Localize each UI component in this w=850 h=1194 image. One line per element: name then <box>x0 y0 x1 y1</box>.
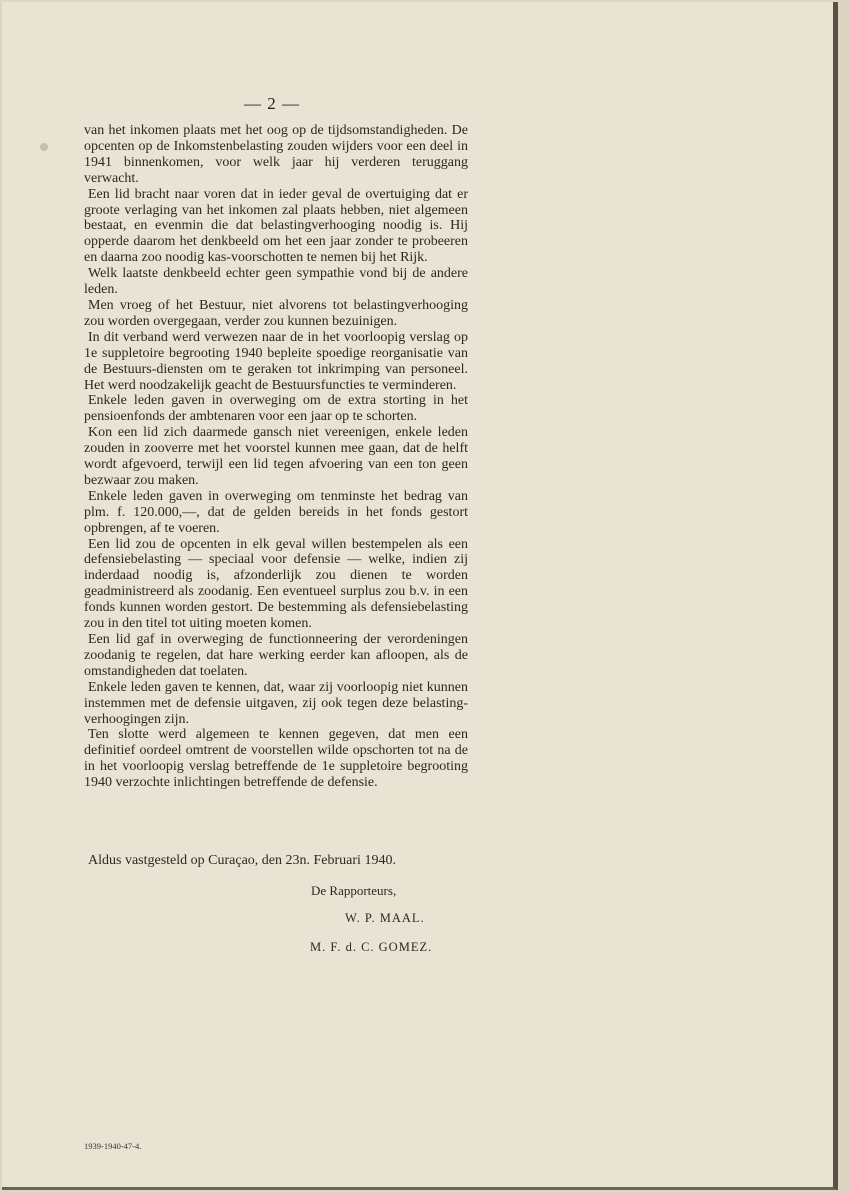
paragraph: van het inkomen plaats met het oog op de tijdsomstandigheden. De opcenten op de Inkomstenbelasting zouden wijders voor een deel in 1941 binnenkomen, voor welk jaar hij verderen teruggang verwacht. <box>84 123 468 186</box>
closing-statement: Aldus vastgesteld op Curaçao, den 23n. Februari 1940. <box>88 853 396 868</box>
signatory-name: W. P. MAAL. <box>345 911 425 925</box>
paragraph: Enkele leden gaven te kennen, dat, waar zij voorloopig niet kunnen instemmen met de defensie uitgaven, zij ook tegen deze belasting-verhoogingen zijn. <box>84 679 468 727</box>
page-number: — 2 — <box>244 94 300 113</box>
signature-heading: De Rapporteurs, <box>311 883 397 898</box>
paragraph: In dit verband werd verwezen naar de in het voorloopig verslag op 1e suppletoire begrooting 1940 bepleite spoedige reorganisatie van de Bestuurs-diensten om te geraken tot inkrimping van personeel. Het werd noodzakelijk geacht de Bestuursfuncties te verminderen. <box>84 329 468 393</box>
paragraph: Welk laatste denkbeeld echter geen sympathie vond bij de andere leden. <box>84 266 468 298</box>
signatory-name: M. F. d. C. GOMEZ. <box>310 940 433 954</box>
paragraph: Enkele leden gaven in overweging om tenminste het bedrag van plm. f. 120.000,—, dat de gelden bereids in het fonds gestort opbrengen, af te voeren. <box>84 488 468 536</box>
paragraph: Een lid zou de opcenten in elk geval willen bestempelen als een defensiebelasting — speciaal voor defensie — welke, indien zij inderdaad noodig is, afzonderlijk zou dienen te worden geadministreerd als zoodanig. Een eventueel surplus zou b.v. in een fonds kunnen worden gestort. De bestemming als defensiebelasting zou in den titel tot uiting moeten komen. <box>84 536 468 632</box>
paragraph: Men vroeg of het Bestuur, niet alvorens tot belastingverhooging zou worden overgegaan, verder zou kunnen bezuinigen. <box>84 297 468 329</box>
body-text <box>84 123 468 791</box>
paragraph: Ten slotte werd algemeen te kennen gegeven, dat men een definitief oordeel omtrent de voorstellen wilde opschorten tot na de in het voorloopig verslag betreffende de 1e suppletoire begrooting 1940 verzochte inlichtingen betreffende de defensie. <box>84 727 468 791</box>
paragraph: Enkele leden gaven in overweging om de extra storting in het pensioenfonds der ambtenaren voor een jaar op te schorten. <box>84 393 468 425</box>
document-page <box>2 2 838 1190</box>
paragraph: Een lid gaf in overweging de functionneering der verordeningen zoodanig te regelen, dat hare werking eerder kan afloopen, als de omstandigheden dat toelaten. <box>84 632 468 679</box>
document-code: 1939-1940-47-4. <box>84 1141 142 1151</box>
paper-stain <box>40 143 48 151</box>
paragraph: Kon een lid zich daarmede gansch niet vereenigen, enkele leden zouden in zooverre met het voorstel kunnen mee gaan, dat de helft wordt afgevoerd, terwijl een lid tegen afvoering van een ton geen bezwaar zou maken. <box>84 425 468 488</box>
paragraph: Een lid bracht naar voren dat in ieder geval de overtuiging dat er groote verlaging van het inkomen zal plaats hebben, niet algemeen bestaat, en evenmin die dat belastingverhooging noodig is. Hij opperde daarom het denkbeeld om het een jaar zonder te probeeren en daarna zoo noodig kas-voorschotten te nemen bij het Rijk. <box>84 186 468 266</box>
bleed-through-area <box>557 102 817 252</box>
